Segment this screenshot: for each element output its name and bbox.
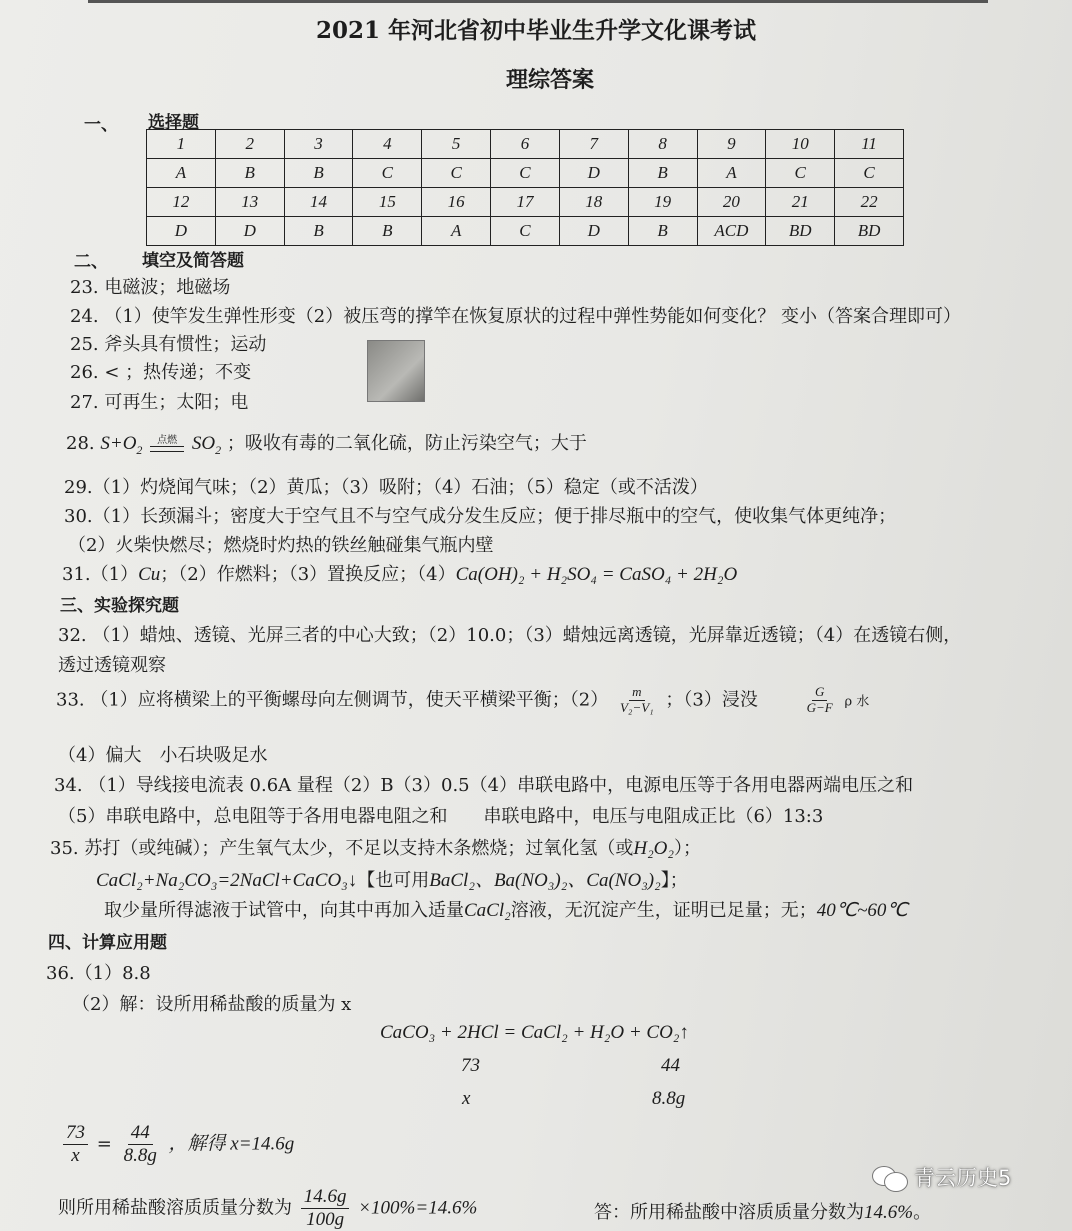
final-mass-fraction: 则所用稀盐酸溶质质量分数为 $\frac{14.6g}{100g}$ ×100%=14.6%: [58, 1186, 478, 1230]
question-number-cell: 21: [766, 188, 835, 217]
answer-26: 26. < ；热传递；不变: [70, 362, 252, 383]
mass-44: 44: [661, 1055, 680, 1076]
q28-text: ；吸收有毒的二氧化硫，防止污染空气；大于: [226, 433, 587, 454]
question-number-cell: 12: [147, 188, 216, 217]
section2-number: 二、: [74, 252, 108, 272]
answer-24: 24. （1）使竿发生弹性形变（2）被压弯的撑竿在恢复原状的过程中弹性势能如何变化？ 变小（答案合理即可）: [70, 306, 961, 327]
question-number-cell: 18: [559, 188, 628, 217]
question-number-row: [147, 188, 904, 217]
density-fraction: $\frac{m}{\text{V₂−V₁}}$: [619, 684, 654, 715]
ratio-right: $\frac{44}{8.8g}$: [123, 1122, 157, 1166]
answer-cell: A: [147, 159, 216, 188]
document-subtitle: 理综答案: [505, 67, 594, 93]
answer-30-part2: （2）火柴快燃尽；燃烧时灼热的铁丝触碰集气瓶内壁: [68, 535, 494, 556]
final-answer: 答：所用稀盐酸中溶质质量分数为14.6%。: [594, 1202, 932, 1223]
answer-35-part1: 35. 苏打（或纯碱）；产生氧气太少，不足以支持木条燃烧；过氧化氢（或H₂O₂）；: [50, 838, 702, 859]
answer-cell: B: [215, 159, 284, 188]
q28-number: 28.: [66, 433, 95, 454]
answer-cell: C: [353, 159, 422, 188]
density-fraction-2: $\frac{G}{G-F}$: [806, 684, 833, 715]
answer-cell: BD: [835, 217, 904, 246]
answer-row: [147, 159, 904, 188]
watermark-text: 青云历史5: [914, 1166, 1012, 1190]
answer-cell: BD: [766, 217, 835, 246]
question-number-cell: 6: [491, 130, 560, 159]
question-number-cell: 17: [491, 188, 560, 217]
answer-35-part2: CaCl₂+Na₂CO₃=2NaCl+CaCO₃↓【也可用BaCl₂、Ba(NO₃)₂、Ca(NO₃)₂】；: [96, 870, 688, 891]
answer-cell: B: [284, 159, 353, 188]
answer-cell: B: [284, 217, 353, 246]
answer-30-part1: 30.（1）长颈漏斗；密度大于空气且不与空气成分发生反应；便于排尽瓶中的空气，使收集气体更纯净；: [64, 506, 897, 527]
answer-cell: D: [559, 159, 628, 188]
document-title: 2021 年河北省初中毕业生升学文化课考试: [315, 17, 757, 44]
condition-label: 点燃: [157, 435, 178, 446]
question-number-cell: 9: [697, 130, 766, 159]
ratio-left: $\frac{73}{x}$: [63, 1122, 88, 1167]
answer-23: 23. 电磁波；地磁场: [70, 277, 231, 298]
section1-number: 一、: [84, 115, 118, 135]
answer-cell: D: [559, 217, 628, 246]
question-number-cell: 3: [284, 130, 353, 159]
section3-title: 三、实验探究题: [60, 596, 179, 616]
answer-27: 27. 可再生；太阳；电: [70, 392, 249, 413]
mass-8-8g: 8.8g: [652, 1088, 686, 1109]
equation-31: Ca(OH)₂ + H₂SO₄ = CaSO₄ + 2H₂O: [455, 564, 738, 585]
answer-25: 25. 斧头具有惯性；运动: [70, 334, 267, 355]
answer-32-part1: 32. （1）蜡烛、透镜、光屏三者的中心大致；（2）10.0；（3）蜡烛远离透镜，光屏靠近透镜；（4）在透镜右侧，: [58, 625, 962, 646]
q28-rhs: $SO_2$: [191, 433, 222, 457]
q28-lhs: $S+O_2$: [100, 433, 143, 457]
answer-cell: D: [215, 217, 284, 246]
question-number-cell: 4: [353, 130, 422, 159]
wechat-icon: [870, 1162, 908, 1192]
reaction-condition: [150, 436, 184, 452]
section1-title: 选择题: [148, 113, 199, 133]
answer-row: [147, 217, 904, 246]
answer-34-part1: 34. （1）导线接电流表 0.6A 量程（2）B（3）0.5（4）串联电路中，电源电压等于各用电器两端电压之和: [54, 775, 914, 796]
question-number-cell: 20: [697, 188, 766, 217]
answer-cell: A: [422, 217, 491, 246]
reaction-equation: CaCO₃ + 2HCl = CaCl₂ + H₂O + CO₂↑: [380, 1022, 689, 1043]
question-number-cell: 15: [353, 188, 422, 217]
mass-73: 73: [461, 1055, 480, 1076]
answer-cell: B: [353, 217, 422, 246]
mass-fraction: $\frac{14.6g}{100g}$: [301, 1186, 350, 1231]
answer-cell: C: [491, 217, 560, 246]
question-number-cell: 13: [215, 188, 284, 217]
top-rule: [88, 0, 988, 3]
answer-36-part1: 36.（1）8.8: [46, 963, 151, 984]
question-number-cell: 16: [422, 188, 491, 217]
question-number-cell: 14: [284, 188, 353, 217]
choice-answer-table: [146, 129, 904, 246]
section2-title: 填空及简答题: [142, 251, 244, 271]
ratio-equation: $\frac{73}{x}$ = $\frac{44}{8.8g}$ ，解得 x=14.6g: [60, 1122, 294, 1167]
question-number-cell: 10: [766, 130, 835, 159]
answer-cell: C: [422, 159, 491, 188]
watermark: [870, 1162, 1011, 1192]
thumbnail-image: [367, 340, 425, 402]
answer-cell: B: [628, 217, 697, 246]
answer-cell: B: [628, 159, 697, 188]
question-number-cell: 7: [559, 130, 628, 159]
question-number-cell: 2: [215, 130, 284, 159]
question-number-cell: 8: [628, 130, 697, 159]
answer-33-part4: （4）偏大 小石块吸足水: [58, 745, 268, 766]
question-number-cell: 19: [628, 188, 697, 217]
answer-31: 31.（1）Cu；（2）作燃料；（3）置换反应；（4）Ca(OH)₂ + H₂SO₄ = CaSO₄ + 2H₂O: [62, 564, 738, 585]
mass-x: x: [462, 1088, 471, 1109]
answer-cell: A: [697, 159, 766, 188]
answer-29: 29.（1）灼烧闻气味；（2）黄瓜；（3）吸附；（4）石油；（5）稳定（或不活泼）: [64, 477, 708, 498]
section4-title: 四、计算应用题: [48, 933, 167, 953]
answer-cell: C: [491, 159, 560, 188]
answer-34-part2: （5）串联电路中，总电阻等于各用电器电阻之和 串联电路中，电压与电阻成正比（6）13:3: [58, 806, 824, 827]
question-number-cell: 11: [835, 130, 904, 159]
answer-cell: ACD: [697, 217, 766, 246]
answer-28: [66, 429, 587, 458]
answer-cell: D: [147, 217, 216, 246]
question-number-row: [147, 130, 904, 159]
question-number-cell: 5: [422, 130, 491, 159]
answer-33: 33. （1）应将横梁上的平衡螺母向左侧调节，使天平横梁平衡；（2） $\frac{m}{\text{V₂−V₁}}$ ；（3）浸没 $\frac{G}{G-F}$ ρ 水: [56, 684, 870, 715]
question-number-cell: 22: [835, 188, 904, 217]
answer-32-part2: 透过透镜观察: [58, 655, 166, 676]
question-number-cell: 1: [147, 130, 216, 159]
answer-36-part2: （2）解：设所用稀盐酸的质量为 x: [72, 994, 352, 1015]
answer-cell: C: [835, 159, 904, 188]
answer-35-part3: 取少量所得滤液于试管中，向其中再加入适量CaCl₂溶液，无沉淀产生，证明已足量；无；40℃~60℃: [104, 900, 908, 921]
answer-cell: C: [766, 159, 835, 188]
